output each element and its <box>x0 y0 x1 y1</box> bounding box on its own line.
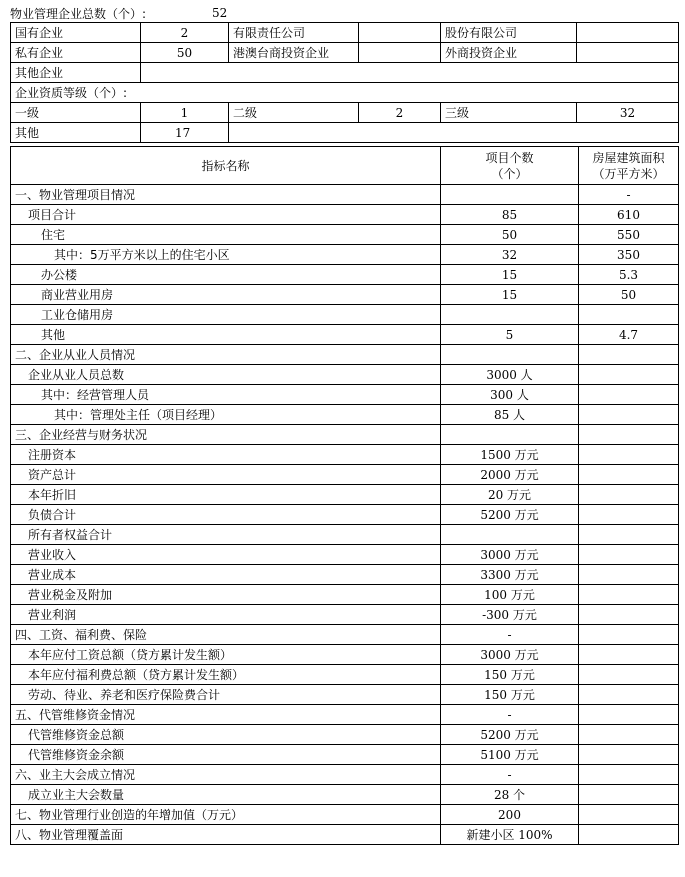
indicator-row <box>11 745 679 765</box>
indicator-name: 劳动、待业、养老和医疗保险费合计 <box>11 685 441 705</box>
project-count: 15 <box>441 285 579 305</box>
project-count <box>441 305 579 325</box>
qualification-row <box>11 123 679 143</box>
floor-area <box>579 425 679 445</box>
indicator-row <box>11 625 679 645</box>
project-count: 50 <box>441 225 579 245</box>
project-count: 5100 万元 <box>441 745 579 765</box>
cell: 17 <box>141 123 229 143</box>
cell: 外商投资企业 <box>441 43 577 63</box>
indicator-row <box>11 585 679 605</box>
project-count: -300 万元 <box>441 605 579 625</box>
project-count: 85 人 <box>441 405 579 425</box>
floor-area <box>579 785 679 805</box>
indicator-row <box>11 365 679 385</box>
project-count: 15 <box>441 265 579 285</box>
floor-area <box>579 505 679 525</box>
floor-area <box>579 405 679 425</box>
floor-area <box>579 545 679 565</box>
indicator-row <box>11 225 679 245</box>
floor-area <box>579 345 679 365</box>
project-count: 20 万元 <box>441 485 579 505</box>
project-count: - <box>441 765 579 785</box>
indicator-name: 四、工资、福利费、保险 <box>11 625 441 645</box>
cell <box>359 43 441 63</box>
floor-area-header: 房屋建筑面积 （万平方米） <box>579 147 679 185</box>
project-count: 28 个 <box>441 785 579 805</box>
floor-area <box>579 685 679 705</box>
floor-area <box>579 605 679 625</box>
floor-area <box>579 805 679 825</box>
indicator-name: 成立业主大会数量 <box>11 785 441 805</box>
indicator-row <box>11 825 679 845</box>
indicator-name: 其中：经营管理人员 <box>11 385 441 405</box>
indicator-row <box>11 665 679 685</box>
project-count: 3300 万元 <box>441 565 579 585</box>
indicator-row <box>11 525 679 545</box>
indicator-rows <box>11 185 679 845</box>
indicator-name: 工业仓储用房 <box>11 305 441 325</box>
floor-area <box>579 725 679 745</box>
indicator-name: 代管维修资金余额 <box>11 745 441 765</box>
project-count: 3000 人 <box>441 365 579 385</box>
floor-area <box>579 385 679 405</box>
project-count: - <box>441 705 579 725</box>
floor-area: 610 <box>579 205 679 225</box>
indicator-row <box>11 305 679 325</box>
indicator-row <box>11 345 679 365</box>
cell: 国有企业 <box>11 23 141 43</box>
indicator-name: 所有者权益合计 <box>11 525 441 545</box>
total-enterprises-label: 物业管理企业总数（个）: <box>10 6 147 21</box>
floor-area <box>579 665 679 685</box>
indicator-name: 本年应付福利费总额（贷方累计发生额） <box>11 665 441 685</box>
indicator-name: 其中：管理处主任（项目经理） <box>11 405 441 425</box>
indicator-row <box>11 685 679 705</box>
indicator-row <box>11 325 679 345</box>
indicator-row <box>11 385 679 405</box>
ownership-row <box>11 63 679 83</box>
ownership-row <box>11 23 679 43</box>
project-count <box>441 345 579 365</box>
qualification-title: 企业资质等级（个）: <box>11 83 679 103</box>
indicator-name: 三、企业经营与财务状况 <box>11 425 441 445</box>
ownership-row <box>11 43 679 63</box>
floor-area <box>579 445 679 465</box>
cell: 二级 <box>229 103 359 123</box>
indicator-name: 营业税金及附加 <box>11 585 441 605</box>
indicator-row <box>11 285 679 305</box>
indicator-row <box>11 485 679 505</box>
indicator-name: 住宅 <box>11 225 441 245</box>
indicator-row <box>11 185 679 205</box>
floor-area: 550 <box>579 225 679 245</box>
project-count: 3000 万元 <box>441 645 579 665</box>
indicator-row <box>11 725 679 745</box>
floor-area: - <box>579 185 679 205</box>
indicator-header-row <box>11 147 679 185</box>
indicator-row <box>11 765 679 785</box>
indicator-name: 八、物业管理覆盖面 <box>11 825 441 845</box>
cell: 私有企业 <box>11 43 141 63</box>
indicator-row <box>11 705 679 725</box>
floor-area <box>579 305 679 325</box>
indicator-name: 二、企业从业人员情况 <box>11 345 441 365</box>
indicator-name: 本年应付工资总额（贷方累计发生额） <box>11 645 441 665</box>
qualification-row <box>11 103 679 123</box>
cell: 三级 <box>441 103 577 123</box>
cell <box>577 23 679 43</box>
indicator-name: 六、业主大会成立情况 <box>11 765 441 785</box>
indicator-row <box>11 245 679 265</box>
indicator-row <box>11 205 679 225</box>
project-count: 85 <box>441 205 579 225</box>
indicator-name: 七、物业管理行业创造的年增加值（万元） <box>11 805 441 825</box>
indicator-row <box>11 785 679 805</box>
floor-area <box>579 625 679 645</box>
floor-area <box>579 525 679 545</box>
project-count: 3000 万元 <box>441 545 579 565</box>
project-count: 300 人 <box>441 385 579 405</box>
indicator-name: 项目合计 <box>11 205 441 225</box>
project-count: 2000 万元 <box>441 465 579 485</box>
cell: 2 <box>359 103 441 123</box>
indicator-row <box>11 505 679 525</box>
indicator-name: 代管维修资金总额 <box>11 725 441 745</box>
indicator-row <box>11 805 679 825</box>
indicator-name: 一、物业管理项目情况 <box>11 185 441 205</box>
cell: 其他企业 <box>11 63 141 83</box>
floor-area: 350 <box>579 245 679 265</box>
floor-area <box>579 705 679 725</box>
project-count: 5 <box>441 325 579 345</box>
indicator-row <box>11 565 679 585</box>
indicator-name: 营业收入 <box>11 545 441 565</box>
cell <box>141 63 679 83</box>
indicator-row <box>11 445 679 465</box>
project-count: 32 <box>441 245 579 265</box>
project-count <box>441 425 579 445</box>
indicator-row <box>11 545 679 565</box>
indicator-row <box>11 405 679 425</box>
project-count-header: 项目个数 （个） <box>441 147 579 185</box>
indicator-name-header: 指标名称 <box>11 147 441 185</box>
cell: 有限责任公司 <box>229 23 359 43</box>
cell: 50 <box>141 43 229 63</box>
indicator-name: 其中：5万平方米以上的住宅小区 <box>11 245 441 265</box>
indicator-name: 商业营业用房 <box>11 285 441 305</box>
floor-area: 50 <box>579 285 679 305</box>
qualification-title-row <box>11 83 679 103</box>
indicator-name: 其他 <box>11 325 441 345</box>
total-enterprises-value: 52 <box>212 6 228 20</box>
cell: 港澳台商投资企业 <box>229 43 359 63</box>
project-count: 150 万元 <box>441 685 579 705</box>
floor-area <box>579 645 679 665</box>
floor-area <box>579 465 679 485</box>
cell: 32 <box>577 103 679 123</box>
floor-area <box>579 365 679 385</box>
cell <box>577 43 679 63</box>
floor-area <box>579 485 679 505</box>
floor-area <box>579 745 679 765</box>
indicator-name: 营业利润 <box>11 605 441 625</box>
project-count: 1500 万元 <box>441 445 579 465</box>
indicator-row <box>11 605 679 625</box>
indicator-row <box>11 465 679 485</box>
project-count: 5200 万元 <box>441 725 579 745</box>
project-count: 200 <box>441 805 579 825</box>
indicator-name: 注册资本 <box>11 445 441 465</box>
floor-area <box>579 765 679 785</box>
indicator-name: 本年折旧 <box>11 485 441 505</box>
cell: 2 <box>141 23 229 43</box>
indicator-table <box>10 146 679 845</box>
indicator-row <box>11 645 679 665</box>
ownership-table <box>10 22 679 143</box>
indicator-name: 营业成本 <box>11 565 441 585</box>
project-count: 150 万元 <box>441 665 579 685</box>
project-count: 5200 万元 <box>441 505 579 525</box>
cell: 股份有限公司 <box>441 23 577 43</box>
indicator-row <box>11 265 679 285</box>
floor-area <box>579 585 679 605</box>
indicator-name: 五、代管维修资金情况 <box>11 705 441 725</box>
project-count <box>441 525 579 545</box>
indicator-name: 办公楼 <box>11 265 441 285</box>
indicator-name: 负债合计 <box>11 505 441 525</box>
project-count: 100 万元 <box>441 585 579 605</box>
total-enterprises-line <box>10 4 678 22</box>
project-count: 新建小区 100% <box>441 825 579 845</box>
indicator-name: 企业从业人员总数 <box>11 365 441 385</box>
floor-area: 4.7 <box>579 325 679 345</box>
project-count <box>441 185 579 205</box>
cell <box>229 123 679 143</box>
floor-area <box>579 825 679 845</box>
cell: 其他 <box>11 123 141 143</box>
indicator-row <box>11 425 679 445</box>
indicator-name: 资产总计 <box>11 465 441 485</box>
cell: 1 <box>141 103 229 123</box>
cell <box>359 23 441 43</box>
floor-area: 5.3 <box>579 265 679 285</box>
floor-area <box>579 565 679 585</box>
cell: 一级 <box>11 103 141 123</box>
project-count: - <box>441 625 579 645</box>
